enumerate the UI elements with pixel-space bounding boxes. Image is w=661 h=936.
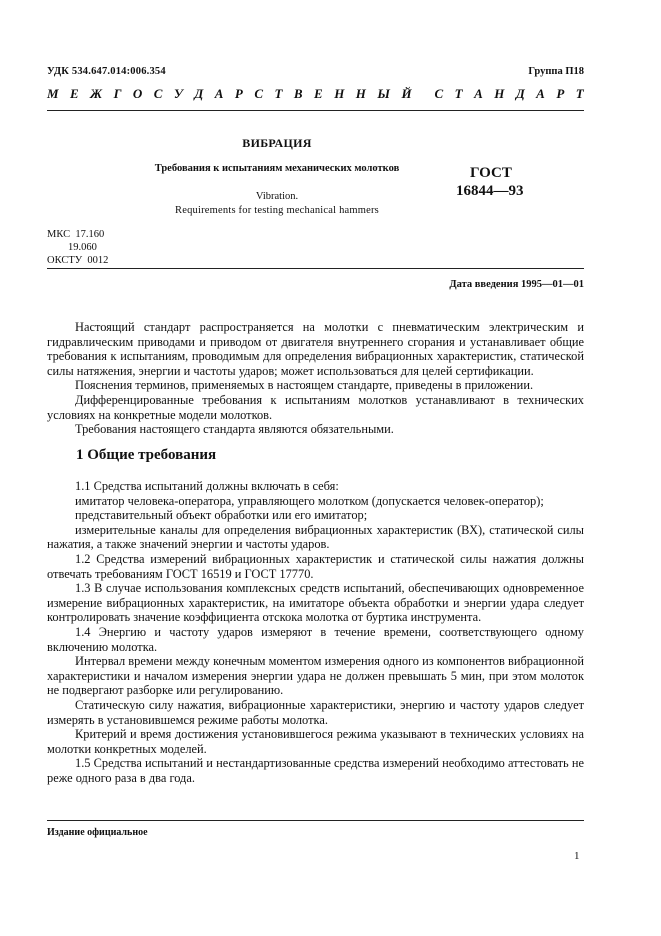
section-paragraph: Интервал времени между конечным моментом измерения одного из компонентов вибрационной характеристики и началом измерения энергии удара не должен превышать 5 мин, при этом молоток не подвергают разборке или регулированию. [47,654,584,698]
english-title: Vibration. [255,191,299,202]
section-paragraph: 1.4 Энергию и частоту ударов измеряют в течение времени, соответствующего одному включению молотка. [47,624,584,654]
banner-letter: Г [113,86,122,101]
intro-paragraph: Настоящий стандарт распространяется на молотки с пневматическим электрическим и гидравлическим приводами и приводом от двигателя внутреннего сгорания и устанавливает общие требования к испытаниям, проводимым для определения вибрационных характеристик, статической силы натяжения, энергии и частоты ударов; может использоваться для целей сертификации. [47,320,584,378]
intro-paragraph: Требования настоящего стандарта являются обязательными. [75,422,394,437]
banner-letter: Т [274,86,283,101]
banner-letter: Е [314,86,323,101]
footer-rule [47,820,584,821]
section-1-text [47,479,584,785]
banner-letter: В [293,86,303,101]
section-paragraph: 1.5 Средства испытаний и нестандартизованные средства измерений необходимо аттестовать не реже одного раза в два года. [47,756,584,785]
gost-label: ГОСТ [470,165,512,181]
banner-letter: У [173,86,183,101]
banner-letter: С [434,86,444,101]
standard-banner [47,86,584,102]
intro-text [47,320,584,437]
gost-number: 16844—93 [456,183,524,199]
banner-letter: А [474,86,483,101]
banner-letter: Й [401,86,412,101]
banner-letter: Е [70,86,79,101]
edition-note: Издание официальное [47,827,148,838]
banner-letter: С [254,86,264,101]
introduction-date: Дата введения 1995—01—01 [449,279,584,290]
section-paragraph: 1.2 Средства измерений вибрационных характеристик и статической силы нажатия должны отвечать требованиям ГОСТ 16519 и ГОСТ 17770. [47,551,584,581]
section-paragraph: Критерий и время достижения установившегося режима указывают в технических условиях на молотки конкретных моделей. [47,727,584,756]
banner-letter: Т [454,86,463,101]
mks-line-2: 19.060 [47,242,97,253]
group-code: Группа П18 [528,66,584,77]
document-subtitle: Требования к испытаниям механических молотков [154,163,400,174]
okstu-line: ОКСТУ 0012 [47,255,109,266]
section-paragraph: представительный объект обработки или его имитатор; [75,508,368,523]
banner-letter: Ж [90,86,103,101]
banner-letter: Ы [377,86,390,101]
banner-letter: А [536,86,545,101]
banner-letter: Д [515,86,525,101]
section-paragraph: измерительные каналы для определения вибрационных характеристик (ВХ), статической силы нажатия, а также значений энергии и частоты ударов. [47,522,584,552]
mks-line-1: МКС 17.160 [47,229,105,240]
page-number: 1 [574,850,580,862]
intro-paragraph: Дифференцированные требования к испытаниям молотков устанавливают в технических условиях на конкретные модели молотков. [47,392,584,422]
banner-letter: Н [334,86,345,101]
english-subtitle: Requirements for testing mechanical hammers [175,205,379,216]
section-paragraph: 1.3 В случае использования комплексных средств испытаний, обеспечивающих одновременное измерение вибрационных характеристик, на имитаторе объекта обработки и энергии удара следует контролировать значение коэффициента отскока молотка от буртика инструмента. [47,581,584,625]
banner-letter: Р [234,86,243,101]
document-title: ВИБРАЦИЯ [242,136,312,150]
banner-letter: Д [194,86,204,101]
classification-codes [47,228,108,267]
codes-rule [47,268,584,269]
banner-letter: О [132,86,143,101]
section-paragraph: имитатор человека-оператора, управляющего молотком (допускается человек-оператор); [75,493,544,508]
banner-letter: С [153,86,163,101]
section-paragraph: Статическую силу нажатия, вибрационные характеристики, энергию и частоту ударов следует измерять в установившемся режиме работы молотка. [47,697,584,727]
section-paragraph: 1.1 Средства испытаний должны включать в себя: [75,479,339,493]
banner-letter: Н [494,86,505,101]
banner-letter: М [47,86,59,101]
banner-letter: Р [556,86,565,101]
banner-letter: Н [355,86,366,101]
banner-letter: А [214,86,224,101]
header-rule [47,110,584,111]
section-heading: 1 Общие требования [76,447,217,463]
intro-paragraph: Пояснения терминов, применяемых в настоящем стандарте, приведены в приложении. [75,378,534,393]
banner-letter: Т [575,86,584,101]
udk-code: УДК 534.647.014:006.354 [47,66,166,77]
